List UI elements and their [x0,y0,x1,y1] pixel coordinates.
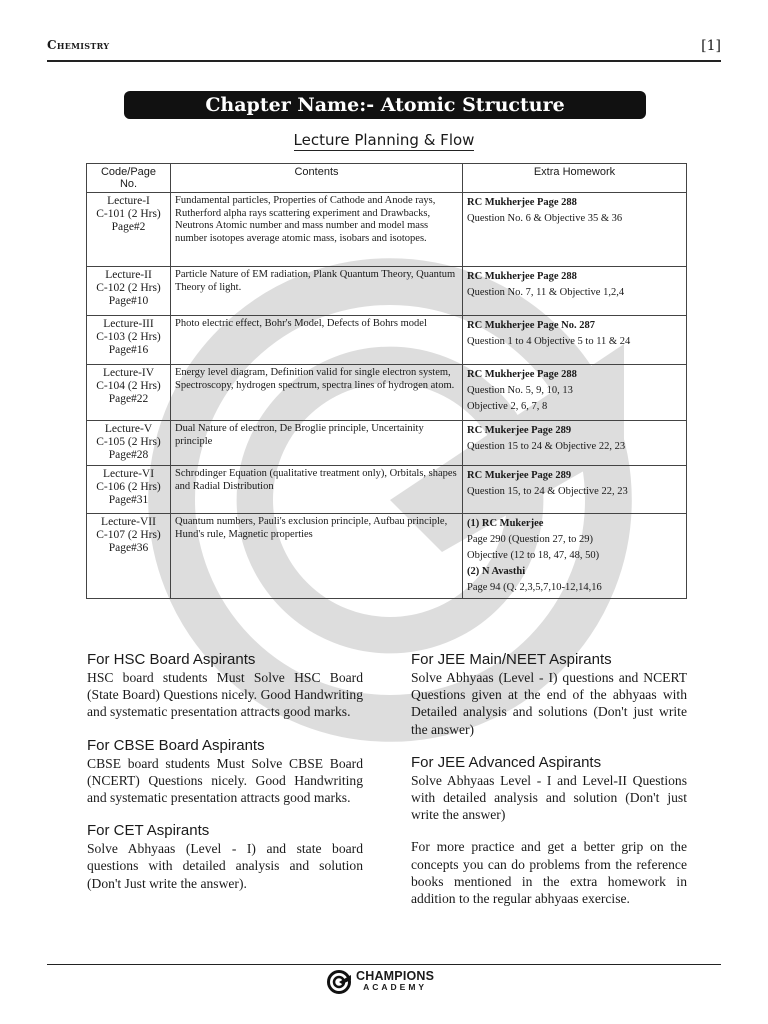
cet-section [87,821,363,892]
table-row [87,365,687,421]
section-heading: For CBSE Board Aspirants [87,736,265,754]
right-column [411,650,687,922]
lecture-code-cell: Lecture-VII C-107 (2 Hrs) Page#36 [87,514,171,599]
logo-line2: ACADEMY [363,982,428,992]
homework-cell: (1) RC Mukerjee Page 290 (Question 27, to 29) Objective (12 to 18, 47, 48, 50) (2) N Avasthi Page 94 (Q. 2,3,5,7,10-12,14,16 [463,514,687,599]
logo-text [356,971,434,993]
column-header: Contents [171,164,463,193]
section-body: Solve Abhyaas (Level - I) questions and NCERT Questions given at the end of the abhyaas with Detailed analysis and solutions (Don't just write the answer) [411,670,687,737]
aspirant-sections [87,650,687,922]
contents-cell: Energy level diagram, Definition valid for single electron system, Spectroscopy, hydrogen spectrum, spectra lines of hydrogen atom. [171,365,463,421]
table-row [87,421,687,466]
contents-cell: Dual Nature of electron, De Broglie principle, Uncertainity principle [171,421,463,466]
lecture-code-cell: Lecture-II C-102 (2 Hrs) Page#10 [87,267,171,316]
chapter-title: Chapter Name:- Atomic Structure [124,91,646,119]
table-row [87,466,687,514]
table-header-row [87,164,687,193]
contents-cell: Photo electric effect, Bohr's Model, Defects of Bohrs model [171,316,463,365]
table-row [87,267,687,316]
left-column [87,650,363,922]
cbse-section [87,736,363,807]
column-header: Code/Page No. [87,164,171,193]
practice-note [411,838,687,907]
section-body: CBSE board students Must Solve CBSE Board (NCERT) Questions nicely. Good Handwriting and systematic presentation attracts good marks. [87,755,363,806]
section-body: Solve Abhyaas Level - I and Level-II Questions with detailed analysis and solution (Don't just write the answer) [411,772,687,823]
lecture-code-cell: Lecture-VI C-106 (2 Hrs) Page#31 [87,466,171,514]
lecture-code-cell: Lecture-I C-101 (2 Hrs) Page#2 [87,193,171,267]
page-subtitle [0,131,768,149]
contents-cell: Quantum numbers, Pauli's exclusion principle, Aufbau principle, Hund's rule, Magnetic properties [171,514,463,599]
jee-advanced-section [411,753,687,824]
logo-line1: CHAMPIONS [356,969,435,983]
column-header: Extra Homework [463,164,687,193]
champions-logo-icon [326,969,352,995]
homework-cell: RC Mukerjee Page 289 Question 15 to 24 & Objective 22, 23 [463,421,687,466]
hsc-section [87,650,363,721]
section-heading: For HSC Board Aspirants [87,651,256,668]
footer-divider [47,964,721,965]
lecture-code-cell: Lecture-V C-105 (2 Hrs) Page#28 [87,421,171,466]
section-body: Solve Abhyaas (Level - I) and state board questions with detailed analysis and solution (Don't Just write the answer). [87,841,363,891]
section-heading: For CET Aspirants [87,822,210,840]
homework-cell: RC Mukherjee Page 288 Question No. 5, 9, 10, 13 Objective 2, 6, 7, 8 [463,365,687,421]
section-body: HSC board students Must Solve HSC Board (State Board) Questions nicely. Good Handwriting and systematic presentation attracts good marks. [87,670,363,720]
table-row [87,316,687,365]
lecture-plan-table [86,163,687,599]
section-heading: For JEE Main/NEET Aspirants [411,651,612,668]
subtitle-text: Lecture Planning & Flow [293,131,475,149]
homework-cell: RC Mukherjee Page 288 Question No. 7, 11 & Objective 1,2,4 [463,267,687,316]
table-row [87,193,687,267]
page-header [47,38,721,62]
champions-academy-logo [326,968,434,996]
table-row [87,514,687,599]
section-heading: For JEE Advanced Aspirants [411,753,602,771]
homework-cell: RC Mukherjee Page No. 287 Question 1 to 4 Objective 5 to 11 & 24 [463,316,687,365]
lecture-code-cell: Lecture-IV C-104 (2 Hrs) Page#22 [87,365,171,421]
homework-cell: RC Mukherjee Page 288 Question No. 6 & Objective 35 & 36 [463,193,687,267]
lecture-code-cell: Lecture-III C-103 (2 Hrs) Page#16 [87,316,171,365]
subject-label: Chemistry [47,38,110,52]
homework-cell: RC Mukerjee Page 289 Question 15, to 24 & Objective 22, 23 [463,466,687,514]
page-number: [1] [701,38,721,54]
jee-main-neet-section [411,650,687,738]
contents-cell: Particle Nature of EM radiation, Plank Quantum Theory, Quantum Theory of light. [171,267,463,316]
contents-cell: Schrodinger Equation (qualitative treatment only), Orbitals, shapes and Radial Distribution [171,466,463,514]
contents-cell: Fundamental particles, Properties of Cathode and Anode rays, Rutherford alpha rays scattering experiment and Drawbacks, Neutrons Atomic number and mass number and model mass number isotopes average atomic mass, isobars and isotopes. [171,193,463,267]
section-body: For more practice and get a better grip on the concepts you can do problems from the reference books mentioned in the extra homework in addition to the regular abhyaas exercise. [411,839,687,907]
